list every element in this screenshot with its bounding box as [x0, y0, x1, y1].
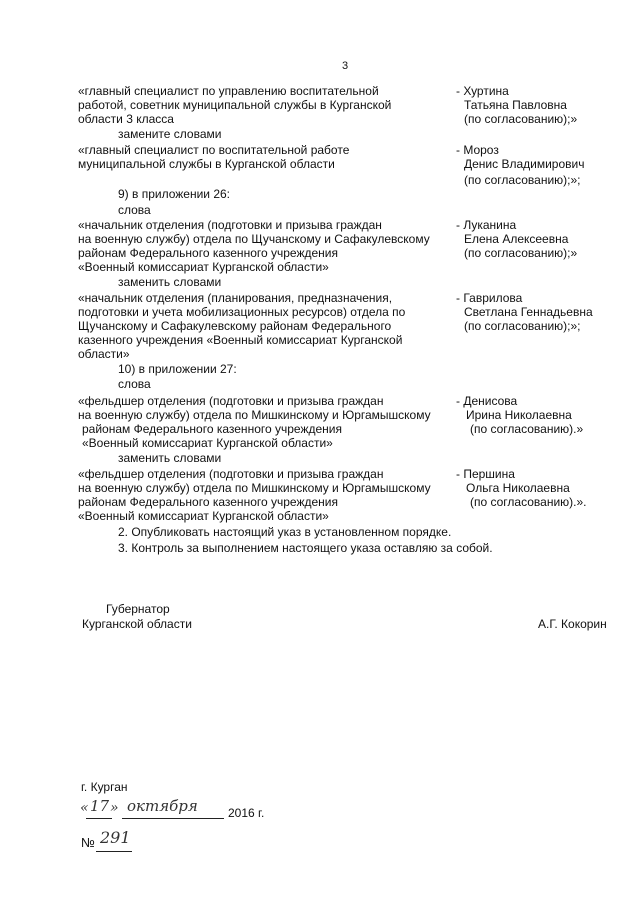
person-name: Татьяна Павловна — [464, 98, 567, 112]
section-heading: 9) в приложении 26: — [118, 187, 231, 201]
section-heading: 10) в приложении 27: — [118, 362, 237, 376]
text-line: слова — [118, 377, 151, 391]
text-line: «Военный комиссариат Курганской области» — [78, 260, 329, 274]
person-name: - Гаврилова — [456, 291, 523, 305]
page-number: 3 — [342, 60, 349, 72]
number-label: № — [81, 835, 95, 850]
text-line: заменить словами — [118, 275, 222, 289]
date-open-quote: « — [80, 800, 89, 816]
number-underline — [96, 851, 132, 852]
number-value: 291 — [100, 828, 131, 847]
signer-name: А.Г. Кокорин — [538, 617, 607, 631]
person-name: Светлана Геннадьевна — [464, 305, 593, 319]
person-note: (по согласованию);» — [464, 112, 578, 126]
text-line: «главный специалист по воспитательной работе — [78, 143, 350, 157]
text-line: слова — [118, 203, 151, 217]
text-line: «фельдшер отделения (подготовки и призыва граждан — [78, 394, 384, 408]
person-note: (по согласованию).». — [470, 495, 587, 509]
text-line: «начальник отделения (подготовки и призыва граждан — [78, 218, 382, 232]
date-day-underline — [86, 818, 112, 819]
person-note: (по согласованию);» — [464, 246, 578, 260]
date-month: октября — [127, 797, 198, 815]
person-name: Ирина Николаевна — [466, 408, 572, 422]
text-line: Щучанскому и Сафакулевскому районам Федерального — [78, 319, 392, 333]
signer-title: Губернатор — [106, 602, 170, 616]
date-year: 2016 г. — [228, 806, 265, 820]
text-line: «начальник отделения (планирования, предназначения, — [78, 291, 393, 305]
person-name: - Мороз — [456, 143, 499, 157]
text-line: «Военный комиссариат Курганской области» — [78, 509, 329, 523]
city: г. Курган — [81, 780, 128, 794]
signer-title: Курганской области — [82, 617, 192, 631]
text-line: районам Федерального казенного учреждения — [78, 246, 338, 260]
text-line: области 3 класса — [78, 112, 174, 126]
date-close-quote: » — [110, 800, 119, 816]
text-line: на военную службу) отдела по Мишкинскому и Юргамышскому — [78, 481, 431, 495]
person-note: (по согласованию);»; — [464, 173, 581, 187]
text-line: муниципальной службы в Курганской области — [78, 157, 335, 171]
person-note: (по согласованию).» — [470, 422, 584, 436]
text-line: «фельдшер отделения (подготовки и призыва граждан — [78, 467, 384, 481]
text-line: «главный специалист по управлению воспитательной — [78, 84, 379, 98]
text-line: замените словами — [118, 127, 222, 141]
text-line: области» — [78, 347, 130, 361]
text-line: районам Федерального казенного учреждения — [78, 495, 338, 509]
text-line: заменить словами — [118, 451, 222, 465]
person-name: Елена Алексеевна — [464, 232, 569, 246]
paragraph-point-2: 2. Опубликовать настоящий указ в установленном порядке. — [118, 525, 452, 539]
person-name: Ольга Николаевна — [466, 481, 570, 495]
date-day: 17 — [90, 797, 110, 815]
text-line: казенного учреждения «Военный комиссариат Курганской — [78, 333, 403, 347]
text-line: подготовки и учета мобилизационных ресурсов) отдела по — [78, 305, 406, 319]
person-name: - Денисова — [456, 394, 518, 408]
text-line: на военную службу) отдела по Щучанскому и Сафакулевскому — [78, 232, 430, 246]
text-line: работой, советник муниципальной службы в Курганской — [78, 98, 392, 112]
person-name: - Першина — [456, 467, 515, 481]
person-note: (по согласованию);»; — [464, 319, 581, 333]
text-line: «Военный комиссариат Курганской области» — [82, 436, 333, 450]
date-month-underline — [122, 818, 224, 819]
person-name: Денис Владимирович — [464, 157, 585, 171]
person-name: - Луканина — [456, 218, 517, 232]
text-line: на военную службу) отдела по Мишкинскому и Юргамышскому — [78, 408, 431, 422]
paragraph-point-3: 3. Контроль за выполнением настоящего указа оставляю за собой. — [118, 541, 493, 555]
person-name: - Хуртина — [456, 84, 509, 98]
text-line: районам Федерального казенного учреждения — [82, 422, 342, 436]
